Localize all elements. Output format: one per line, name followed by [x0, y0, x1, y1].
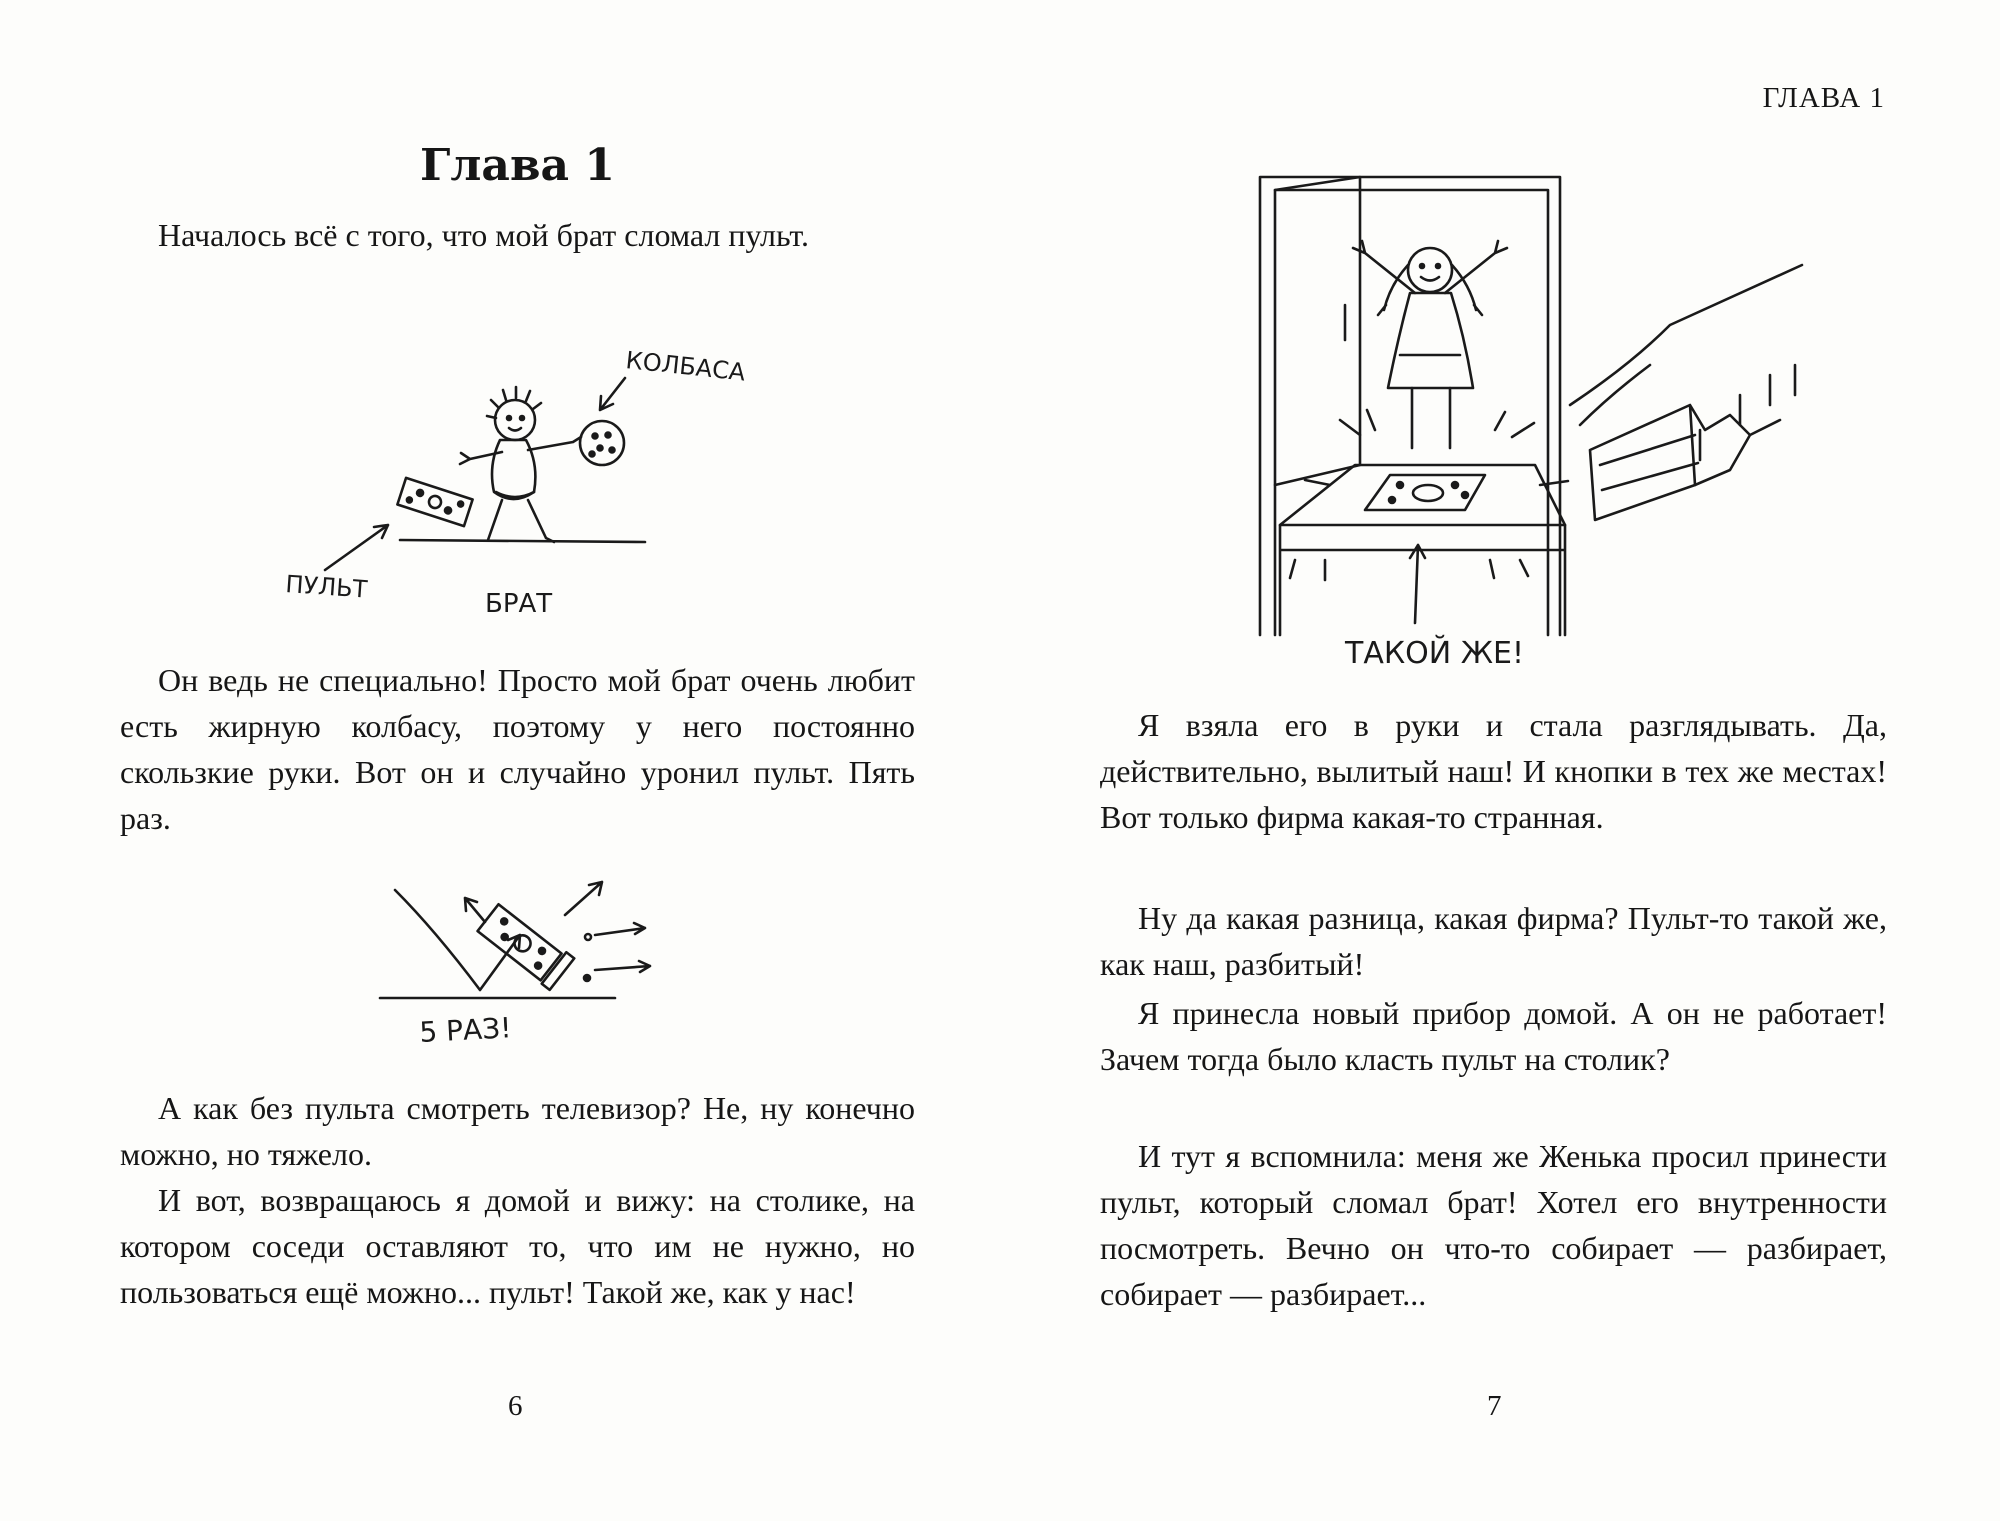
running-head: ГЛАВА 1: [1762, 82, 1885, 114]
ground-line: [400, 540, 645, 542]
open-door-leaf: [1275, 177, 1360, 485]
drop-illustration: [365, 860, 685, 1070]
piece-arrow-4: [595, 961, 650, 972]
door-frame: [1260, 177, 1560, 635]
paragraph-6: Ну да какая разница, какая фирма? Пульт-то такой же, как наш, разбитый!: [1100, 900, 1887, 982]
right-page: [1000, 0, 2000, 1521]
sausage-label: КОЛБАСА: [624, 346, 747, 387]
paragraph-2: Он ведь не специально! Просто мой брат очень любит есть жирную колбасу, поэтому у него постоянно скользкие руки. Вот он и случайно уронил пульт. Пять раз.: [120, 662, 915, 836]
door-illustration: [1250, 165, 1810, 675]
brother-label: БРАТ: [485, 589, 553, 619]
table-drawing: [1280, 465, 1565, 635]
table-remote-drawing: [1365, 475, 1485, 510]
remote-drawing: [397, 478, 472, 526]
page-number-left: 6: [508, 1390, 523, 1422]
paragraph-5: Я взяла его в руки и стала разглядывать. Да, действительно, вылитый наш! И кнопки в тех же местах! Вот только фирма какая-то странная.: [1100, 707, 1887, 835]
paragraph-4: И вот, возвращаюсь я домой и вижу: на столике, на котором соседи оставляют то, что им не нужно, но пользоваться ещё можно... пульт! Такой же, как у нас!: [120, 1182, 915, 1310]
paragraph-3: А как без пульта смотреть телевизор? Не, ну конечно можно, но тяжело.: [120, 1090, 915, 1172]
paragraph-1: Началось всё с того, что мой брат сломал пульт.: [158, 217, 809, 253]
brother-illustration: [270, 330, 790, 630]
sausage-arrow: [600, 378, 625, 410]
sausage-drawing: [580, 421, 624, 465]
paragraph-7: Я принесла новый прибор домой. А он не работает! Зачем тогда было класть пульт на столик?: [1100, 995, 1887, 1077]
piece-arrow-1: [465, 898, 485, 922]
girl-figure: [1353, 241, 1507, 448]
caption-arrow: [1410, 545, 1425, 623]
drop-caption: 5 РАЗ!: [418, 1011, 513, 1049]
page-number-right: 7: [1487, 1390, 1502, 1422]
remote-arrow: [325, 525, 388, 570]
chapter-title: Глава 1: [420, 140, 615, 191]
paragraph-8: И тут я вспомнила: меня же Женька просил принести пульт, который сломал брат! Хотел его внутренности посмотреть. Вечно он что-то собирает — разбирает, собирает — разбирает...: [1100, 1138, 1887, 1312]
remote-label: ПУЛЬТ: [284, 570, 369, 604]
door-caption: ТАКОЙ ЖЕ!: [1345, 636, 1525, 671]
brother-figure: [460, 387, 581, 542]
stairs-drawing: [1570, 265, 1802, 520]
piece-arrow-3: [595, 923, 645, 935]
piece-arrow-2: [565, 882, 602, 915]
